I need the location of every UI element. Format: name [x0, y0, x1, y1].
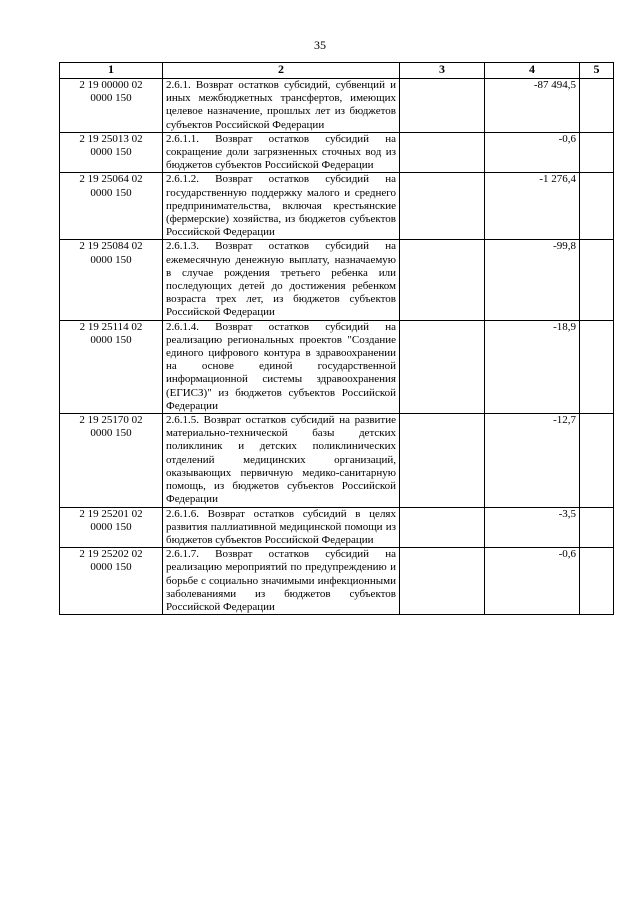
row-code: 2 19 25013 02 0000 150	[60, 132, 163, 173]
table-row	[60, 548, 614, 615]
row-col5	[580, 240, 614, 320]
row-amount: -99,8	[485, 240, 580, 320]
row-code: 2 19 25170 02 0000 150	[60, 414, 163, 507]
budget-table	[59, 62, 614, 615]
row-col3	[400, 240, 485, 320]
row-code: 2 19 00000 02 0000 150	[60, 79, 163, 133]
row-amount: -3,5	[485, 507, 580, 548]
row-description: 2.6.1. Возврат остатков субсидий, субвенций и иных межбюджетных трансфертов, имеющих целевое назначение, прошлых лет из бюджетов субъектов Российской Федерации	[163, 79, 400, 133]
row-description: 2.6.1.4. Возврат остатков субсидий на реализацию региональных проектов "Создание единого цифрового контура в здравоохранении на основе единой государственной информационной системы здравоохранения (ЕГИСЗ)" из бюджетов субъектов Российской Федерации	[163, 320, 400, 413]
column-header-4: 4	[485, 63, 580, 79]
row-col5	[580, 79, 614, 133]
table-row	[60, 240, 614, 320]
row-amount: -18,9	[485, 320, 580, 413]
row-col5	[580, 507, 614, 548]
row-code: 2 19 25064 02 0000 150	[60, 173, 163, 240]
row-col3	[400, 548, 485, 615]
table-row	[60, 132, 614, 173]
row-col3	[400, 79, 485, 133]
row-description: 2.6.1.1. Возврат остатков субсидий на сокращение доли загрязненных сточных вод из бюджетов субъектов Российской Федерации	[163, 132, 400, 173]
row-description: 2.6.1.6. Возврат остатков субсидий в целях развития паллиативной медицинской помощи из бюджетов субъектов Российской Федерации	[163, 507, 400, 548]
row-amount: -1 276,4	[485, 173, 580, 240]
row-col5	[580, 414, 614, 507]
column-header-3: 3	[400, 63, 485, 79]
row-col3	[400, 320, 485, 413]
table-row	[60, 79, 614, 133]
row-amount: -0,6	[485, 548, 580, 615]
table-row	[60, 173, 614, 240]
row-col5	[580, 548, 614, 615]
page-number: 35	[314, 38, 326, 52]
row-col3	[400, 507, 485, 548]
row-col3	[400, 414, 485, 507]
table-row	[60, 320, 614, 413]
column-header-5: 5	[580, 63, 614, 79]
row-amount: -87 494,5	[485, 79, 580, 133]
row-description: 2.6.1.5. Возврат остатков субсидий на развитие материально-технической базы детских поликлиник и детских поликлинических отделений медицинских организаций, оказывающих первичную медико-санитарную помощь, из бюджетов субъектов Российской Федерации	[163, 414, 400, 507]
row-col3	[400, 132, 485, 173]
column-header-2: 2	[163, 63, 400, 79]
row-code: 2 19 25202 02 0000 150	[60, 548, 163, 615]
row-description: 2.6.1.2. Возврат остатков субсидий на государственную поддержку малого и среднего предпринимательства, включая крестьянские (фермерские) хозяйства, из бюджетов субъектов Российской Федерации	[163, 173, 400, 240]
row-amount: -12,7	[485, 414, 580, 507]
row-col5	[580, 320, 614, 413]
row-col3	[400, 173, 485, 240]
row-amount: -0,6	[485, 132, 580, 173]
column-header-1: 1	[60, 63, 163, 79]
row-col5	[580, 132, 614, 173]
table-row	[60, 507, 614, 548]
row-code: 2 19 25201 02 0000 150	[60, 507, 163, 548]
row-description: 2.6.1.3. Возврат остатков субсидий на ежемесячную денежную выплату, назначаемую в случае рождения третьего ребенка или последующих детей до достижения ребенком возраста трех лет, из бюджетов субъектов Российской Федерации	[163, 240, 400, 320]
table-row	[60, 414, 614, 507]
row-code: 2 19 25084 02 0000 150	[60, 240, 163, 320]
row-code: 2 19 25114 02 0000 150	[60, 320, 163, 413]
table-header-row	[60, 63, 614, 79]
row-col5	[580, 173, 614, 240]
row-description: 2.6.1.7. Возврат остатков субсидий на реализацию мероприятий по предупреждению и борьбе с социально значимыми инфекционными заболеваниями из бюджетов субъектов Российской Федерации	[163, 548, 400, 615]
